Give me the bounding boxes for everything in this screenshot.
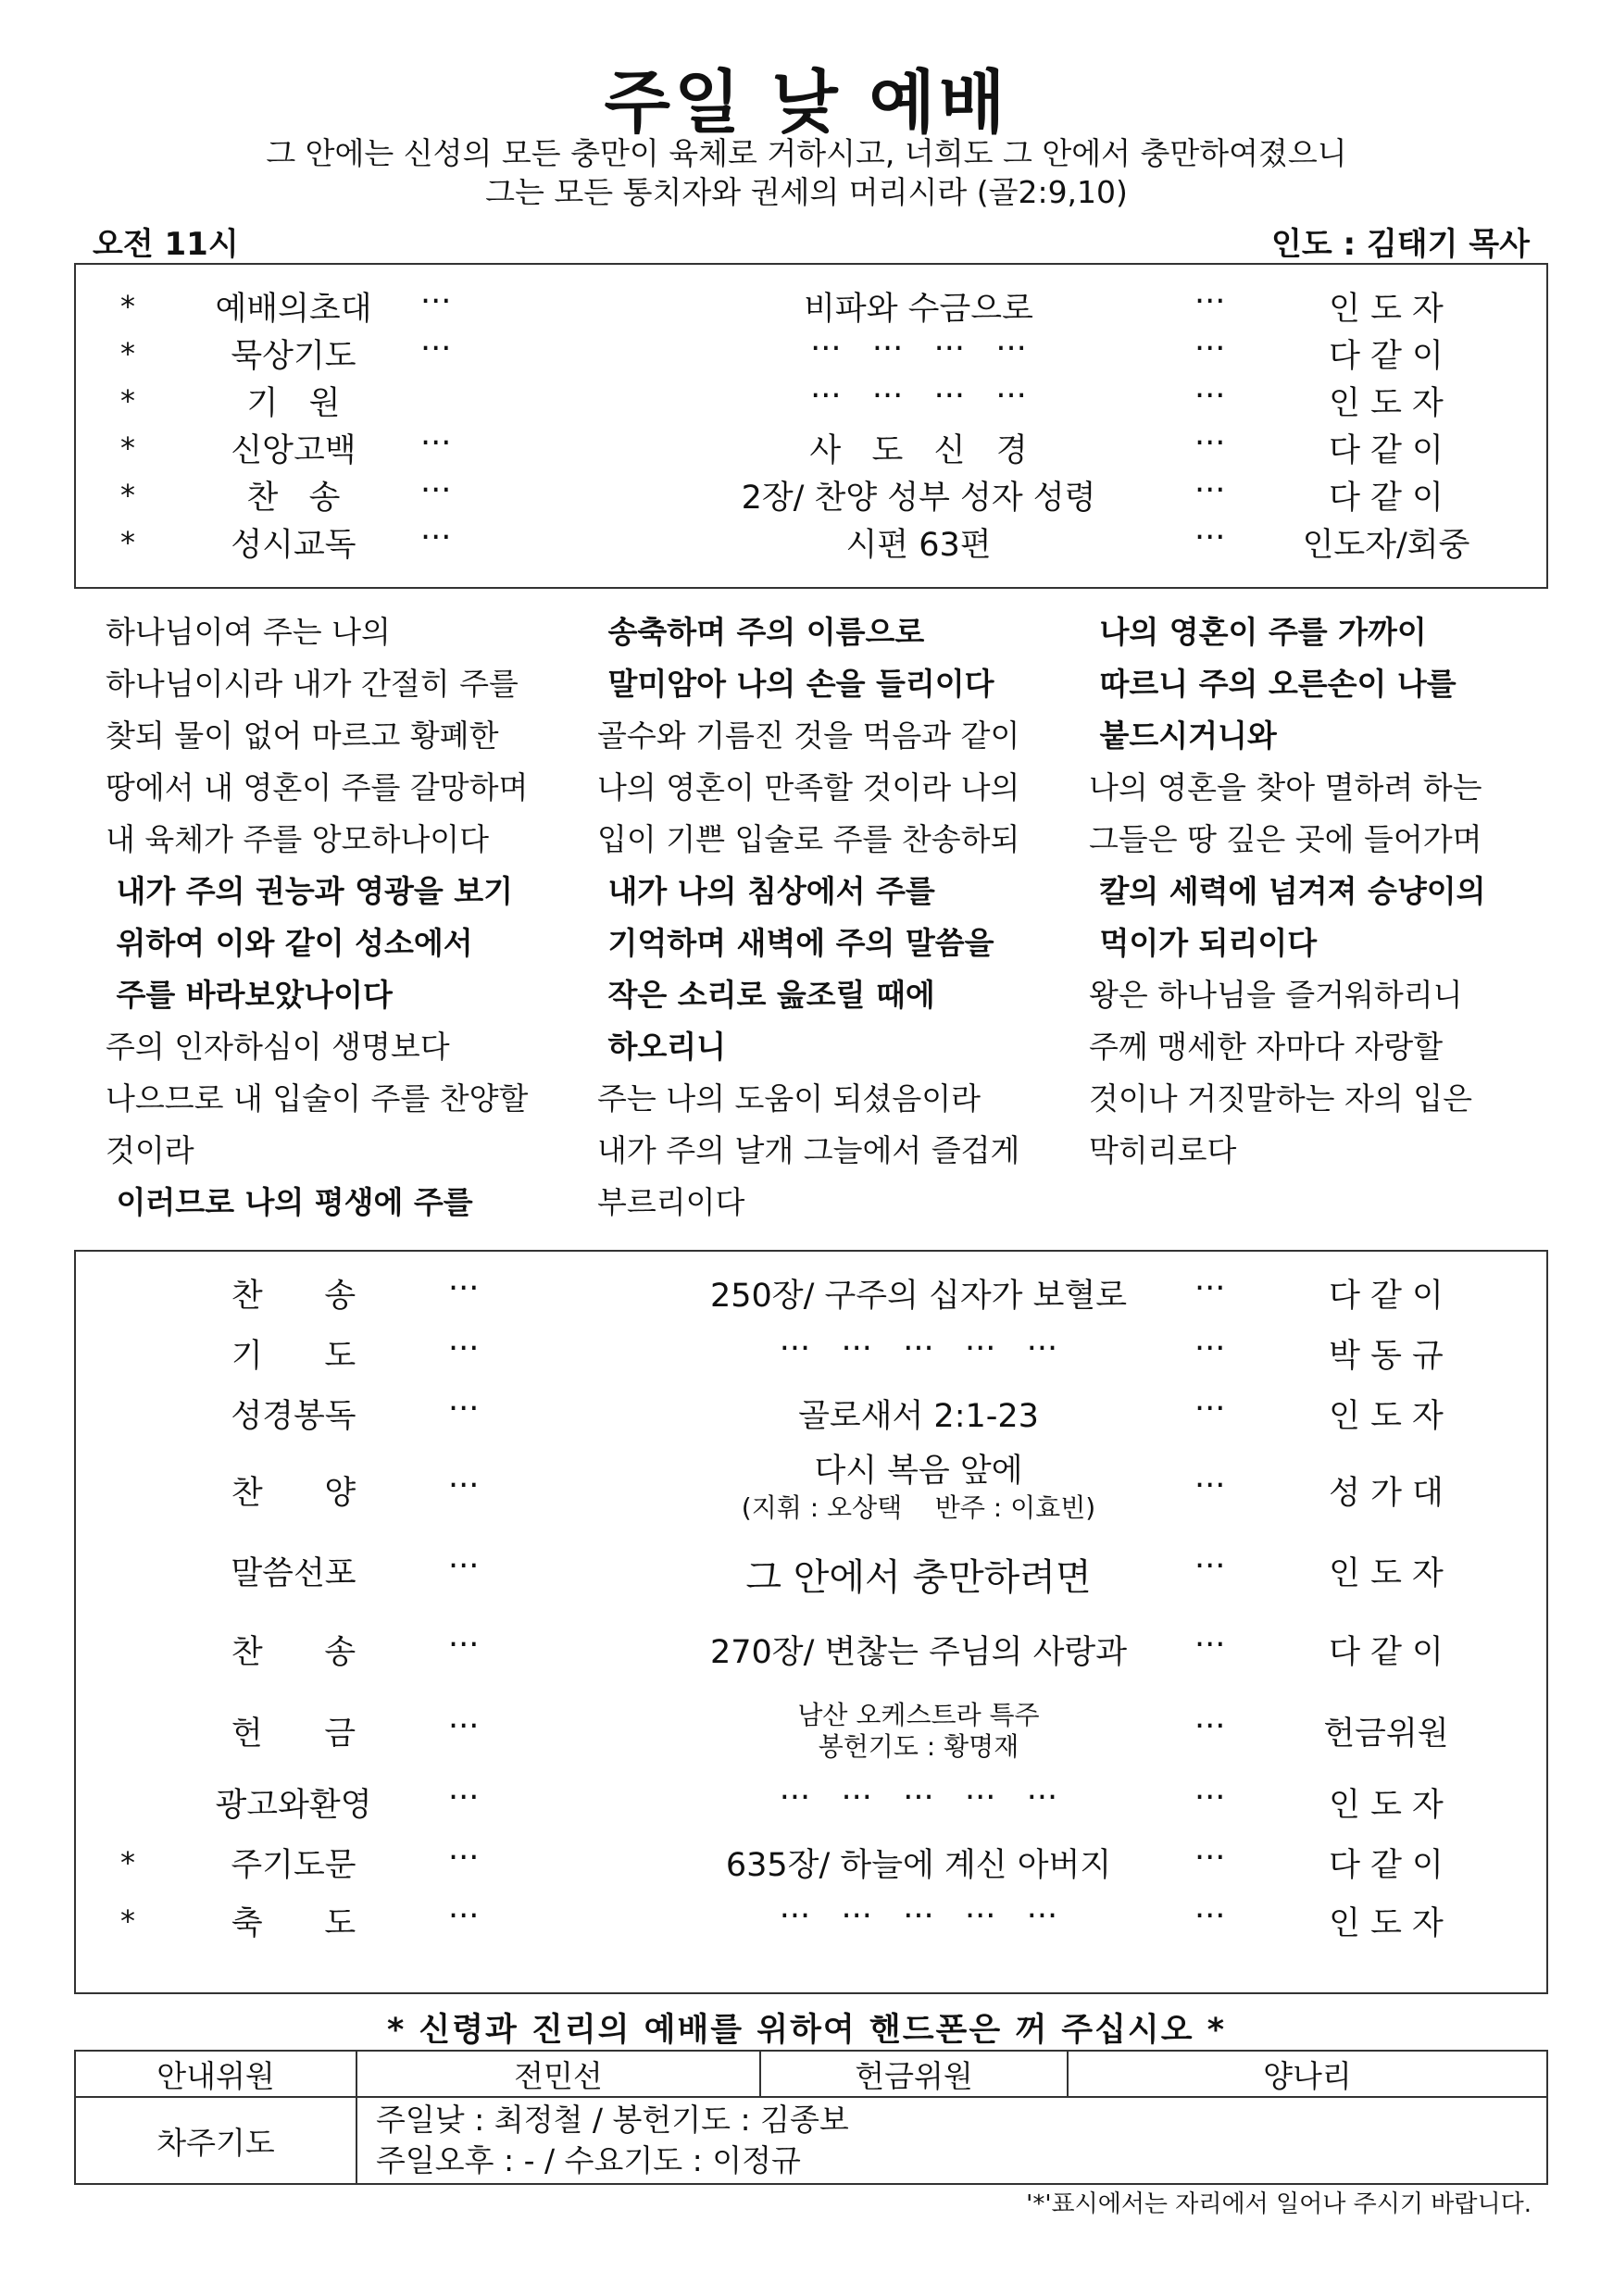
- dots: ···: [448, 1627, 480, 1664]
- opening-row: [76, 331, 1546, 377]
- order-item-name: 예배의초대: [215, 291, 372, 328]
- psalm-line: 작은 소리로 읊조릴 때에: [597, 977, 935, 1013]
- dots: ···: [1194, 1270, 1226, 1307]
- order-item-content: ··· ··· ··· ··· ···: [779, 1330, 1058, 1367]
- dots: ···: [420, 283, 452, 320]
- dots: ···: [1194, 1391, 1226, 1428]
- main-order-row: [76, 1330, 1546, 1395]
- order-item-content: 2장/ 찬양 성부 성자 성령: [741, 480, 1096, 517]
- service-time: 오전 11시: [93, 226, 239, 263]
- order-item-person: 인 도 자: [1329, 385, 1444, 422]
- dots: ···: [1194, 1779, 1226, 1816]
- dots: ···: [1194, 472, 1226, 509]
- order-item-content: ··· ··· ··· ··· ···: [779, 1898, 1058, 1935]
- dots: ···: [448, 1548, 480, 1585]
- order-item-content: ··· ··· ··· ···: [810, 378, 1027, 415]
- psalm-line: 송축하며 주의 이름으로: [597, 614, 925, 650]
- order-item-person: 다 같 이: [1329, 480, 1444, 517]
- dots: ···: [1194, 1898, 1226, 1935]
- opening-row: [76, 378, 1546, 424]
- order-item-name: 찬 송: [231, 1278, 356, 1315]
- dots: ···: [448, 1779, 480, 1816]
- order-item-person: 인도자/회중: [1302, 527, 1470, 564]
- order-item-person: 헌금위원: [1323, 1716, 1449, 1753]
- dots: ···: [1194, 519, 1226, 556]
- psalm-line: 내가 주의 권능과 영광을 보기: [106, 873, 513, 909]
- dots: ···: [420, 331, 452, 368]
- psalm-line: 내가 나의 침상에서 주를: [597, 873, 935, 909]
- main-order-row: [76, 1548, 1546, 1613]
- order-item-name: 주기도문: [231, 1847, 356, 1884]
- psalm-line: 주의 인자하심이 생명보다: [106, 1029, 450, 1065]
- order-item-content: ··· ··· ··· ···: [810, 331, 1027, 368]
- order-item-person: 다 같 이: [1329, 338, 1444, 375]
- psalm-line: 나의 영혼이 주를 가까이: [1089, 614, 1427, 650]
- psalm-line: 것이나 거짓말하는 자의 입은: [1089, 1080, 1473, 1117]
- psalm-line: 내가 주의 날개 그늘에서 즐겁게: [597, 1132, 1020, 1168]
- order-item-detail: 봉헌기도 : 황명재: [818, 1731, 1019, 1762]
- order-item-name: 묵상기도: [231, 338, 356, 375]
- bottom-table: [74, 2050, 1548, 2185]
- usher-label: 안내위원: [75, 2051, 356, 2097]
- dots: ···: [1194, 378, 1226, 415]
- psalm-line: 그들은 땅 깊은 곳에 들어가며: [1089, 821, 1482, 857]
- psalm-line: 주를 바라보았나이다: [106, 977, 393, 1013]
- order-item-name: 찬 양: [231, 1475, 356, 1512]
- order-item-content: 270장/ 변찮는 주님의 사랑과: [709, 1634, 1128, 1671]
- main-order-row: [76, 1627, 1546, 1691]
- psalm-line: 입이 기쁜 입술로 주를 찬송하되: [597, 821, 1020, 857]
- psalm-line: 기억하며 새벽에 주의 말씀을: [597, 925, 994, 961]
- dots: ···: [1194, 1840, 1226, 1877]
- stand-mark: *: [120, 289, 135, 324]
- main-order-row: [76, 1779, 1546, 1844]
- dots: ···: [1194, 1708, 1226, 1745]
- order-item-person: 다 같 이: [1329, 432, 1444, 469]
- stand-mark: *: [120, 1845, 135, 1880]
- stand-mark: *: [120, 1903, 135, 1939]
- psalm-line: 하나님이시라 내가 간절히 주를: [106, 666, 519, 702]
- order-item-person: 다 같 이: [1329, 1847, 1444, 1884]
- offering-label: 헌금위원: [760, 2051, 1068, 2097]
- psalm-line: 주께 맹세한 자마다 자랑할: [1089, 1029, 1444, 1065]
- psalm-column-3: [1089, 606, 1486, 1177]
- dots: ···: [1194, 331, 1226, 368]
- order-item-person: 다 같 이: [1329, 1634, 1444, 1671]
- psalm-line: 칼의 세력에 넘겨져 승냥이의: [1089, 873, 1486, 909]
- psalm-line: 따르니 주의 오른손이 나를: [1089, 666, 1457, 702]
- psalm-line: 골수와 기름진 것을 먹음과 같이: [597, 718, 1020, 754]
- psalm-line: 찾되 물이 없어 마르고 황폐한: [106, 718, 499, 754]
- psalm-line: 주는 나의 도움이 되셨음이라: [597, 1080, 982, 1117]
- dots: ···: [1194, 1330, 1226, 1367]
- opening-row: [76, 283, 1546, 330]
- order-item-content: 남산 오케스트라 특주: [797, 1700, 1040, 1730]
- order-item-person: 박 동 규: [1329, 1338, 1444, 1375]
- offering-name: 양나리: [1068, 2051, 1547, 2097]
- dots: ···: [420, 519, 452, 556]
- psalm-line: 부르리이다: [597, 1184, 745, 1220]
- stand-mark: *: [120, 336, 135, 371]
- stand-mark: *: [120, 383, 135, 418]
- order-item-content: 다시 복음 앞에: [814, 1453, 1023, 1490]
- verse-line-1: 그 안에는 신성의 모든 충만이 육체로 거하시고, 너희도 그 안에서 충만하여졌으니: [266, 135, 1347, 171]
- order-item-name: 성시교독: [231, 527, 356, 564]
- stand-mark: *: [120, 525, 135, 560]
- main-order-box: [74, 1250, 1548, 1994]
- dots: ···: [448, 1391, 480, 1428]
- order-item-detail: (지휘 : 오상택 반주 : 이효빈): [741, 1492, 1096, 1523]
- order-item-content: 그 안에서 충만하려면: [745, 1556, 1092, 1599]
- psalm-line: 나으므로 내 입술이 주를 찬양할: [106, 1080, 529, 1117]
- psalm-column-2: [597, 606, 1019, 1229]
- phone-notice: * 신령과 진리의 예배를 위하여 핸드폰은 꺼 주십시오 *: [386, 2012, 1227, 2049]
- order-item-name: 신앙고백: [231, 432, 356, 469]
- main-order-row: [76, 1451, 1546, 1523]
- order-item-name: 헌 금: [231, 1716, 356, 1753]
- order-item-name: 찬 송: [231, 1634, 356, 1671]
- order-item-person: 다 같 이: [1329, 1278, 1444, 1315]
- psalm-line: 위하여 이와 같이 성소에서: [106, 925, 473, 961]
- opening-row: [76, 519, 1546, 566]
- order-item-person: 인 도 자: [1329, 1398, 1444, 1435]
- usher-name: 전민선: [356, 2051, 760, 2097]
- stand-mark: *: [120, 430, 135, 466]
- dots: ···: [1194, 1467, 1226, 1504]
- order-item-person: 인 도 자: [1329, 1787, 1444, 1824]
- psalm-line: 나의 영혼을 찾아 멸하려 하는: [1089, 769, 1482, 805]
- order-item-content: 사 도 신 경: [809, 432, 1028, 469]
- psalm-column-1: [106, 606, 528, 1229]
- prayer-schedule: [356, 2097, 1547, 2184]
- order-item-content: 비파와 수금으로: [804, 291, 1033, 328]
- main-order-row: [76, 1270, 1546, 1335]
- dots: ···: [448, 1898, 480, 1935]
- order-item-name: 성경봉독: [231, 1398, 356, 1435]
- order-item-name: 말씀선포: [231, 1555, 356, 1592]
- order-item-content: 250장/ 구주의 십자가 보혈로: [709, 1278, 1128, 1315]
- order-item-content: ··· ··· ··· ··· ···: [779, 1779, 1058, 1816]
- dots: ···: [1194, 1548, 1226, 1585]
- dots: ···: [1194, 283, 1226, 320]
- dots: ···: [1194, 425, 1226, 462]
- psalm-line: 왕은 하나님을 즐거워하리니: [1089, 977, 1463, 1013]
- opening-row: [76, 472, 1546, 518]
- order-item-person: 성 가 대: [1329, 1475, 1444, 1512]
- prayer-line-2: 주일오후 : - / 수요기도 : 이정규: [376, 2142, 801, 2178]
- order-item-name: 찬 송: [246, 480, 341, 517]
- order-item-name: 축 도: [231, 1905, 356, 1942]
- main-order-row: [76, 1691, 1546, 1762]
- order-item-name: 기 원: [246, 385, 341, 422]
- order-item-content: 635장/ 하늘에 계신 아버지: [725, 1847, 1112, 1884]
- order-item-content: 골로새서 2:1-23: [798, 1398, 1039, 1435]
- prayer-line-1: 주일낮 : 최정철 / 봉헌기도 : 김종보: [376, 2102, 849, 2138]
- dots: ···: [1194, 1627, 1226, 1664]
- footnote: '*'표시에서는 자리에서 일어나 주시기 바랍니다.: [1026, 2190, 1532, 2218]
- dots: ···: [448, 1270, 480, 1307]
- dots: ···: [448, 1467, 480, 1504]
- order-item-person: 인 도 자: [1329, 1905, 1444, 1942]
- psalm-line: 나의 영혼이 만족할 것이라 나의: [597, 769, 1020, 805]
- psalm-line: 이러므로 나의 평생에 주를: [106, 1184, 473, 1220]
- service-leader: 인도 : 김태기 목사: [1270, 226, 1530, 263]
- order-item-name: 광고와환영: [215, 1787, 372, 1824]
- psalm-line: 붙드시거니와: [1089, 718, 1277, 754]
- psalm-line: 먹이가 되리이다: [1089, 925, 1318, 961]
- dots: ···: [448, 1708, 480, 1745]
- main-order-row: [76, 1840, 1546, 1904]
- psalm-line: 하오리니: [597, 1029, 727, 1065]
- dots: ···: [420, 425, 452, 462]
- prayer-label: 차주기도: [75, 2097, 356, 2184]
- psalm-line: 것이라: [106, 1132, 194, 1168]
- verse-line-2: 그는 모든 통치자와 권세의 머리시라 (골2:9,10): [485, 174, 1128, 210]
- main-order-row: [76, 1898, 1546, 1963]
- psalm-line: 내 육체가 주를 앙모하나이다: [106, 821, 490, 857]
- dots: ···: [448, 1840, 480, 1877]
- psalm-line: 땅에서 내 영혼이 주를 갈망하며: [106, 769, 529, 805]
- order-item-person: 인 도 자: [1329, 291, 1444, 328]
- psalm-line: 하나님이여 주는 나의: [106, 614, 391, 650]
- order-item-person: 인 도 자: [1329, 1555, 1444, 1592]
- psalm-line: 말미암아 나의 손을 들리이다: [597, 666, 994, 702]
- order-item-content: 시편 63편: [845, 527, 992, 564]
- opening-order-box: [74, 263, 1548, 589]
- order-item-name: 기 도: [231, 1338, 356, 1375]
- dots: ···: [448, 1330, 480, 1367]
- dots: ···: [420, 472, 452, 509]
- opening-row: [76, 425, 1546, 471]
- page-title: 주일 낮 예배: [604, 63, 1009, 143]
- stand-mark: *: [120, 478, 135, 513]
- psalm-line: 막히리로다: [1089, 1132, 1237, 1168]
